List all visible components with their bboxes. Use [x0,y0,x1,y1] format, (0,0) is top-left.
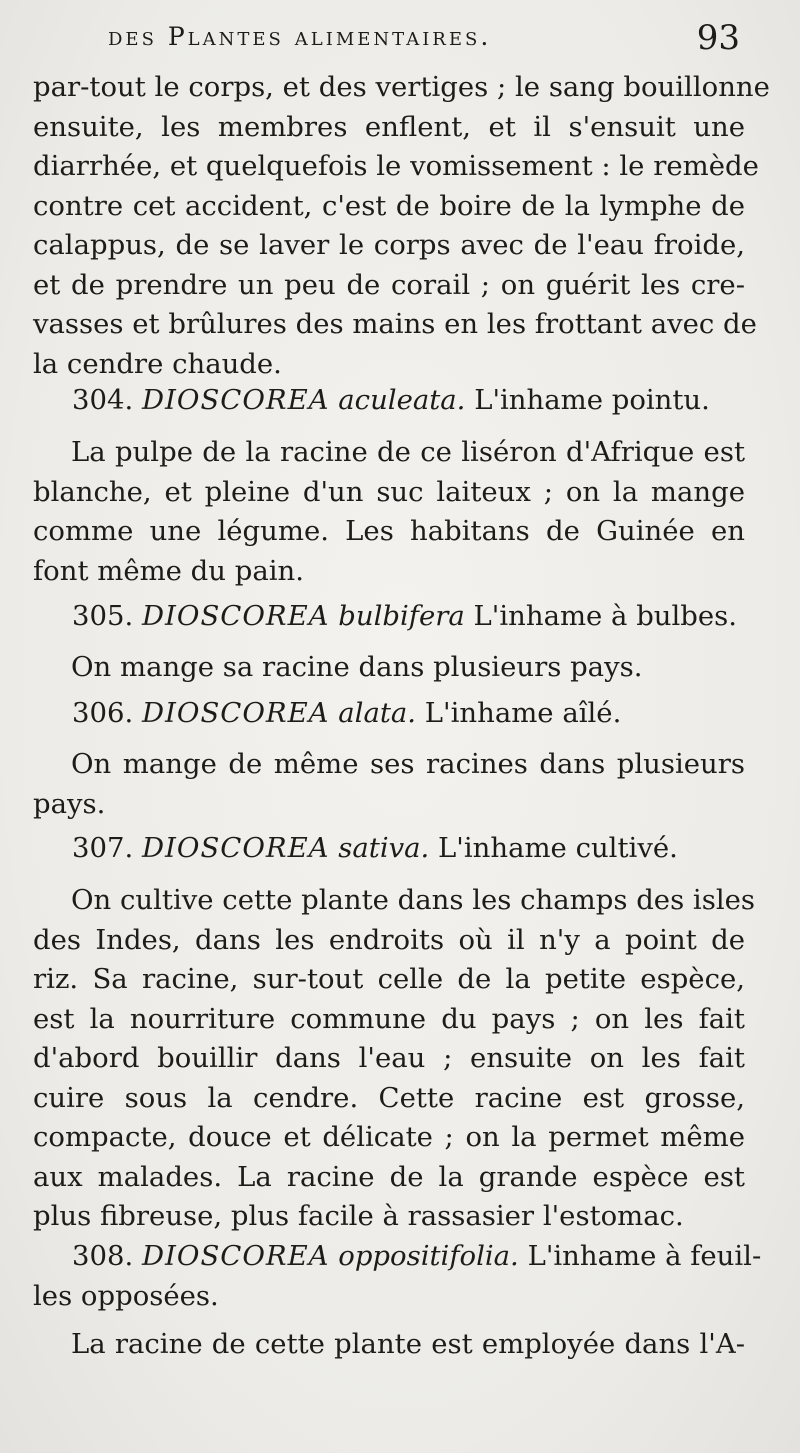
text-line: cuire sous la cendre. Cette racine est grosse, [33,1081,745,1114]
entry-species: oppositifolia. [338,1240,519,1272]
text-line: par-tout le corps, et des vertiges ; le sang bouillonne [33,71,770,103]
text-line: calappus, de se laver le corps avec de l'eau froide, [33,229,745,261]
entry-number: 304. [72,384,134,416]
paragraph-308 [33,1325,745,1365]
text-line: La pulpe de la racine de ce liséron d'Afrique est [71,436,745,468]
entry-genus: DIOSCOREA [141,1240,330,1272]
entry-genus: DIOSCOREA [141,600,330,632]
entry-heading-305 [72,600,737,632]
text-line: la cendre chaude. [33,347,282,380]
text-line: font même du pain. [33,554,304,587]
text-line: et de prendre un peu de corail ; on guérit les cre- [33,268,745,301]
entry-continuation: les opposées. [33,1279,219,1312]
entry-common-name: L'inhame aîlé. [424,697,622,729]
text-line: comme une légume. Les habitans de Guinée en [33,515,745,547]
text-line: blanche, et pleine d'un suc laiteux ; on la mange [33,475,745,508]
paragraph-continuation [33,68,770,384]
entry-common-name: L'inhame à bulbes. [473,600,738,632]
text-line: La racine de cette plante est employée dans l'A- [71,1328,745,1360]
page-number: 93 [696,18,740,58]
entry-genus: DIOSCOREA [141,384,330,416]
entry-heading-304 [72,384,710,416]
text-line: des Indes, dans les endroits où il n'y a point de [33,923,745,956]
running-title: des Plantes alimentaires. [108,22,492,51]
paragraph-305 [33,648,745,688]
entry-heading-308 [33,1237,762,1316]
text-line: contre cet accident, c'est de boire de la lymphe de [33,189,745,222]
paragraph-306 [33,745,745,824]
entry-number: 307. [72,832,134,864]
text-line: riz. Sa racine, sur-tout celle de la petite espèce, [33,963,745,995]
entry-heading-307 [72,832,678,864]
entry-genus: DIOSCOREA [141,697,330,729]
paragraph-304 [33,433,745,591]
text-line: compacte, douce et délicate ; on la permet même [33,1121,745,1153]
text-line: d'abord bouillir dans l'eau ; ensuite on les fait [33,1042,745,1074]
entry-species: alata. [338,697,417,729]
entry-number: 306. [72,697,134,729]
text-line: est la nourriture commune du pays ; on les fait [33,1002,745,1035]
entry-number: 305. [72,600,134,632]
text-line: diarrhée, et quelquefois le vomissement : le remède [33,150,759,182]
page-header [108,18,740,62]
paragraph-307 [33,881,756,1237]
text-line: On mange sa racine dans plusieurs pays. [71,651,643,683]
entry-species: bulbifera [338,600,465,632]
text-line: pays. [33,787,106,820]
entry-number: 308. [72,1240,134,1272]
entry-common-name: L'inhame cultivé. [438,832,678,864]
text-line: On mange de même ses racines dans plusieurs [71,748,745,780]
text-line: plus fibreuse, plus facile à rassasier l'estomac. [33,1200,684,1232]
entry-common-name: L'inhame pointu. [474,384,710,416]
entry-first-line [33,1237,762,1277]
entry-species: sativa. [338,832,430,864]
entry-common-name: L'inhame à feuil- [527,1240,762,1272]
text-line: ensuite, les membres enflent, et il s'ensuit une [33,110,745,143]
text-line: vasses et brûlures des mains en les frottant avec de [33,308,757,340]
entry-heading-306 [72,697,621,729]
entry-species: aculeata. [338,384,466,416]
text-line: aux malades. La racine de la grande espèce est [33,1160,745,1193]
entry-genus: DIOSCOREA [141,832,330,864]
text-line: On cultive cette plante dans les champs des isles [71,884,756,916]
